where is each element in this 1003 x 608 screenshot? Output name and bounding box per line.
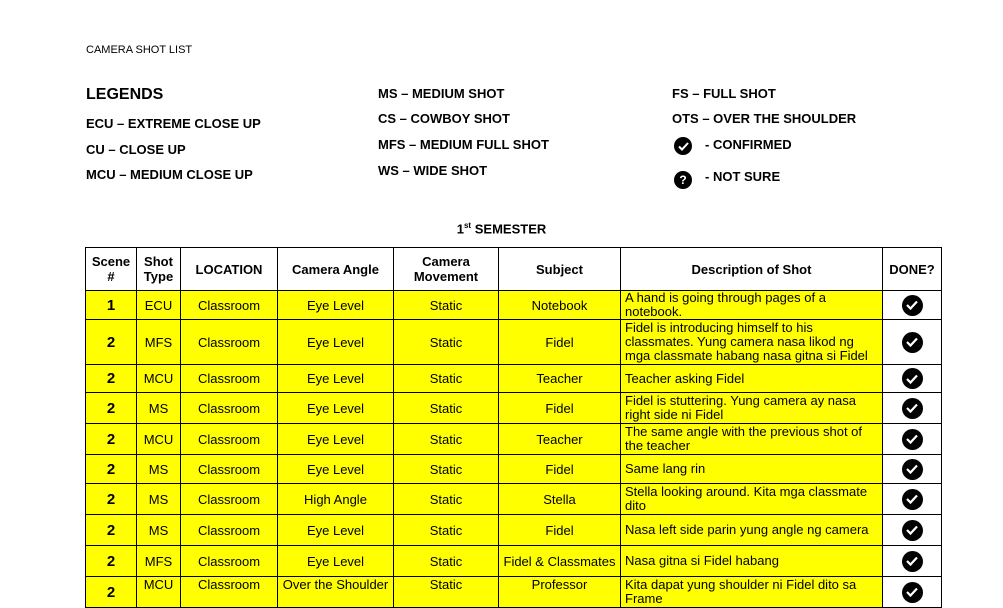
done-check-icon xyxy=(902,520,923,541)
shot-type-cell: MS xyxy=(137,393,181,424)
done-check-icon xyxy=(902,295,923,316)
done-check-icon xyxy=(902,429,923,450)
semester-label: SEMESTER xyxy=(474,221,547,237)
camera-angle-cell: Eye Level xyxy=(278,546,394,577)
table-row xyxy=(86,393,942,424)
legend-ecu: ECU – EXTREME CLOSE UP xyxy=(86,116,261,131)
shot-type-cell: MS xyxy=(137,515,181,546)
table-header-row xyxy=(86,248,942,291)
camera-movement-cell: Static xyxy=(394,577,499,608)
shot-type-cell: MFS xyxy=(137,320,181,365)
done-check-icon xyxy=(902,398,923,419)
not-sure-question-icon: ? xyxy=(674,171,692,189)
location-cell: Classroom xyxy=(181,424,278,455)
camera-movement-cell: Static xyxy=(394,515,499,546)
done-cell xyxy=(883,484,942,515)
location-cell: Classroom xyxy=(181,577,278,608)
location-cell: Classroom xyxy=(181,484,278,515)
description-cell: Stella looking around. Kita mga classmate dito xyxy=(621,484,883,515)
legend-ots: OTS – OVER THE SHOULDER xyxy=(672,111,857,126)
subject-cell: Teacher xyxy=(499,424,621,455)
camera-angle-cell: Eye Level xyxy=(278,515,394,546)
camera-angle-cell: Eye Level xyxy=(278,455,394,484)
legend-mfs: MFS – MEDIUM FULL SHOT xyxy=(378,137,549,152)
legend-ms: MS – MEDIUM SHOT xyxy=(378,86,505,101)
scene-cell: 2 xyxy=(86,365,137,393)
header-done: DONE? xyxy=(883,248,942,291)
subject-cell: Fidel xyxy=(499,393,621,424)
table-row xyxy=(86,291,942,320)
shot-type-cell: MS xyxy=(137,484,181,515)
camera-angle-cell: Eye Level xyxy=(278,365,394,393)
camera-movement-cell: Static xyxy=(394,484,499,515)
header-camera-angle: Camera Angle xyxy=(278,248,394,291)
semester-ordinal: 1 xyxy=(456,221,464,237)
camera-angle-cell: Eye Level xyxy=(278,393,394,424)
camera-angle-cell: Over the Shoulder xyxy=(278,577,394,608)
description-cell: A hand is going through pages of a notebook. xyxy=(621,291,883,320)
header-subject: Subject xyxy=(499,248,621,291)
subject-cell: Fidel & Classmates xyxy=(499,546,621,577)
done-cell xyxy=(883,546,942,577)
table-row xyxy=(86,455,942,484)
table-row xyxy=(86,484,942,515)
table-row xyxy=(86,424,942,455)
done-check-icon xyxy=(902,332,923,353)
table-row xyxy=(86,365,942,393)
description-cell: Fidel is stuttering. Yung camera ay nasa right side ni Fidel xyxy=(621,393,883,424)
camera-angle-cell: Eye Level xyxy=(278,424,394,455)
done-cell xyxy=(883,320,942,365)
subject-cell: Stella xyxy=(499,484,621,515)
subject-cell: Fidel xyxy=(499,320,621,365)
table-row xyxy=(86,515,942,546)
subject-cell: Professor xyxy=(499,577,621,608)
shot-type-cell: MCU xyxy=(137,577,181,608)
shot-list-table xyxy=(85,247,942,608)
subject-cell: Teacher xyxy=(499,365,621,393)
location-cell: Classroom xyxy=(181,291,278,320)
description-cell: Same lang rin xyxy=(621,455,883,484)
description-cell: The same angle with the previous shot of the teacher xyxy=(621,424,883,455)
scene-cell: 2 xyxy=(86,484,137,515)
done-cell xyxy=(883,455,942,484)
header-location: LOCATION xyxy=(181,248,278,291)
scene-cell: 2 xyxy=(86,515,137,546)
done-check-icon xyxy=(902,459,923,480)
done-check-icon xyxy=(902,582,923,603)
scene-cell: 2 xyxy=(86,455,137,484)
legend-cs: CS – COWBOY SHOT xyxy=(378,111,510,126)
location-cell: Classroom xyxy=(181,515,278,546)
scene-cell: 1 xyxy=(86,291,137,320)
legend-cu: CU – CLOSE UP xyxy=(86,142,186,157)
camera-movement-cell: Static xyxy=(394,291,499,320)
done-check-icon xyxy=(902,551,923,572)
camera-movement-cell: Static xyxy=(394,393,499,424)
document-title: CAMERA SHOT LIST xyxy=(86,44,193,56)
table-row xyxy=(86,546,942,577)
header-camera-movement: Camera Movement xyxy=(394,248,499,291)
description-cell: Nasa gitna si Fidel habang xyxy=(621,546,883,577)
legend-not-sure: - NOT SURE xyxy=(705,169,781,184)
legend-confirmed: - CONFIRMED xyxy=(705,137,792,152)
done-check-icon xyxy=(902,368,923,389)
table-row xyxy=(86,320,942,365)
semester-heading xyxy=(0,221,1003,236)
done-cell xyxy=(883,515,942,546)
camera-movement-cell: Static xyxy=(394,365,499,393)
location-cell: Classroom xyxy=(181,393,278,424)
subject-cell: Fidel xyxy=(499,455,621,484)
scene-cell: 2 xyxy=(86,320,137,365)
scene-cell: 2 xyxy=(86,577,137,608)
shot-type-cell: MCU xyxy=(137,424,181,455)
location-cell: Classroom xyxy=(181,455,278,484)
legend-mcu: MCU – MEDIUM CLOSE UP xyxy=(86,167,253,182)
confirmed-check-icon xyxy=(674,137,692,155)
done-cell xyxy=(883,291,942,320)
done-cell xyxy=(883,577,942,608)
semester-ordinal-suffix: st xyxy=(463,221,472,230)
legend-fs: FS – FULL SHOT xyxy=(672,86,776,101)
description-cell: Kita dapat yung shoulder ni Fidel dito sa Frame xyxy=(621,577,883,608)
header-scene: Scene # xyxy=(86,248,137,291)
camera-movement-cell: Static xyxy=(394,455,499,484)
subject-cell: Notebook xyxy=(499,291,621,320)
done-check-icon xyxy=(902,489,923,510)
legend-ws: WS – WIDE SHOT xyxy=(378,163,488,178)
scene-cell: 2 xyxy=(86,393,137,424)
scene-cell: 2 xyxy=(86,424,137,455)
header-shot-type: Shot Type xyxy=(137,248,181,291)
camera-movement-cell: Static xyxy=(394,546,499,577)
done-cell xyxy=(883,393,942,424)
location-cell: Classroom xyxy=(181,546,278,577)
shot-type-cell: MCU xyxy=(137,365,181,393)
description-cell: Teacher asking Fidel xyxy=(621,365,883,393)
camera-movement-cell: Static xyxy=(394,424,499,455)
shot-type-cell: MS xyxy=(137,455,181,484)
header-description: Description of Shot xyxy=(621,248,883,291)
subject-cell: Fidel xyxy=(499,515,621,546)
legends-heading: LEGENDS xyxy=(86,86,164,103)
location-cell: Classroom xyxy=(181,320,278,365)
table-row xyxy=(86,577,942,608)
done-cell xyxy=(883,424,942,455)
camera-angle-cell: Eye Level xyxy=(278,320,394,365)
done-cell xyxy=(883,365,942,393)
description-cell: Nasa left side parin yung angle ng camera xyxy=(621,515,883,546)
camera-movement-cell: Static xyxy=(394,320,499,365)
scene-cell: 2 xyxy=(86,546,137,577)
camera-angle-cell: Eye Level xyxy=(278,291,394,320)
location-cell: Classroom xyxy=(181,365,278,393)
camera-angle-cell: High Angle xyxy=(278,484,394,515)
shot-type-cell: ECU xyxy=(137,291,181,320)
description-cell: Fidel is introducing himself to his classmates. Yung camera nasa likod ng mga classmate habang nasa gitna si Fidel xyxy=(621,320,883,365)
shot-type-cell: MFS xyxy=(137,546,181,577)
